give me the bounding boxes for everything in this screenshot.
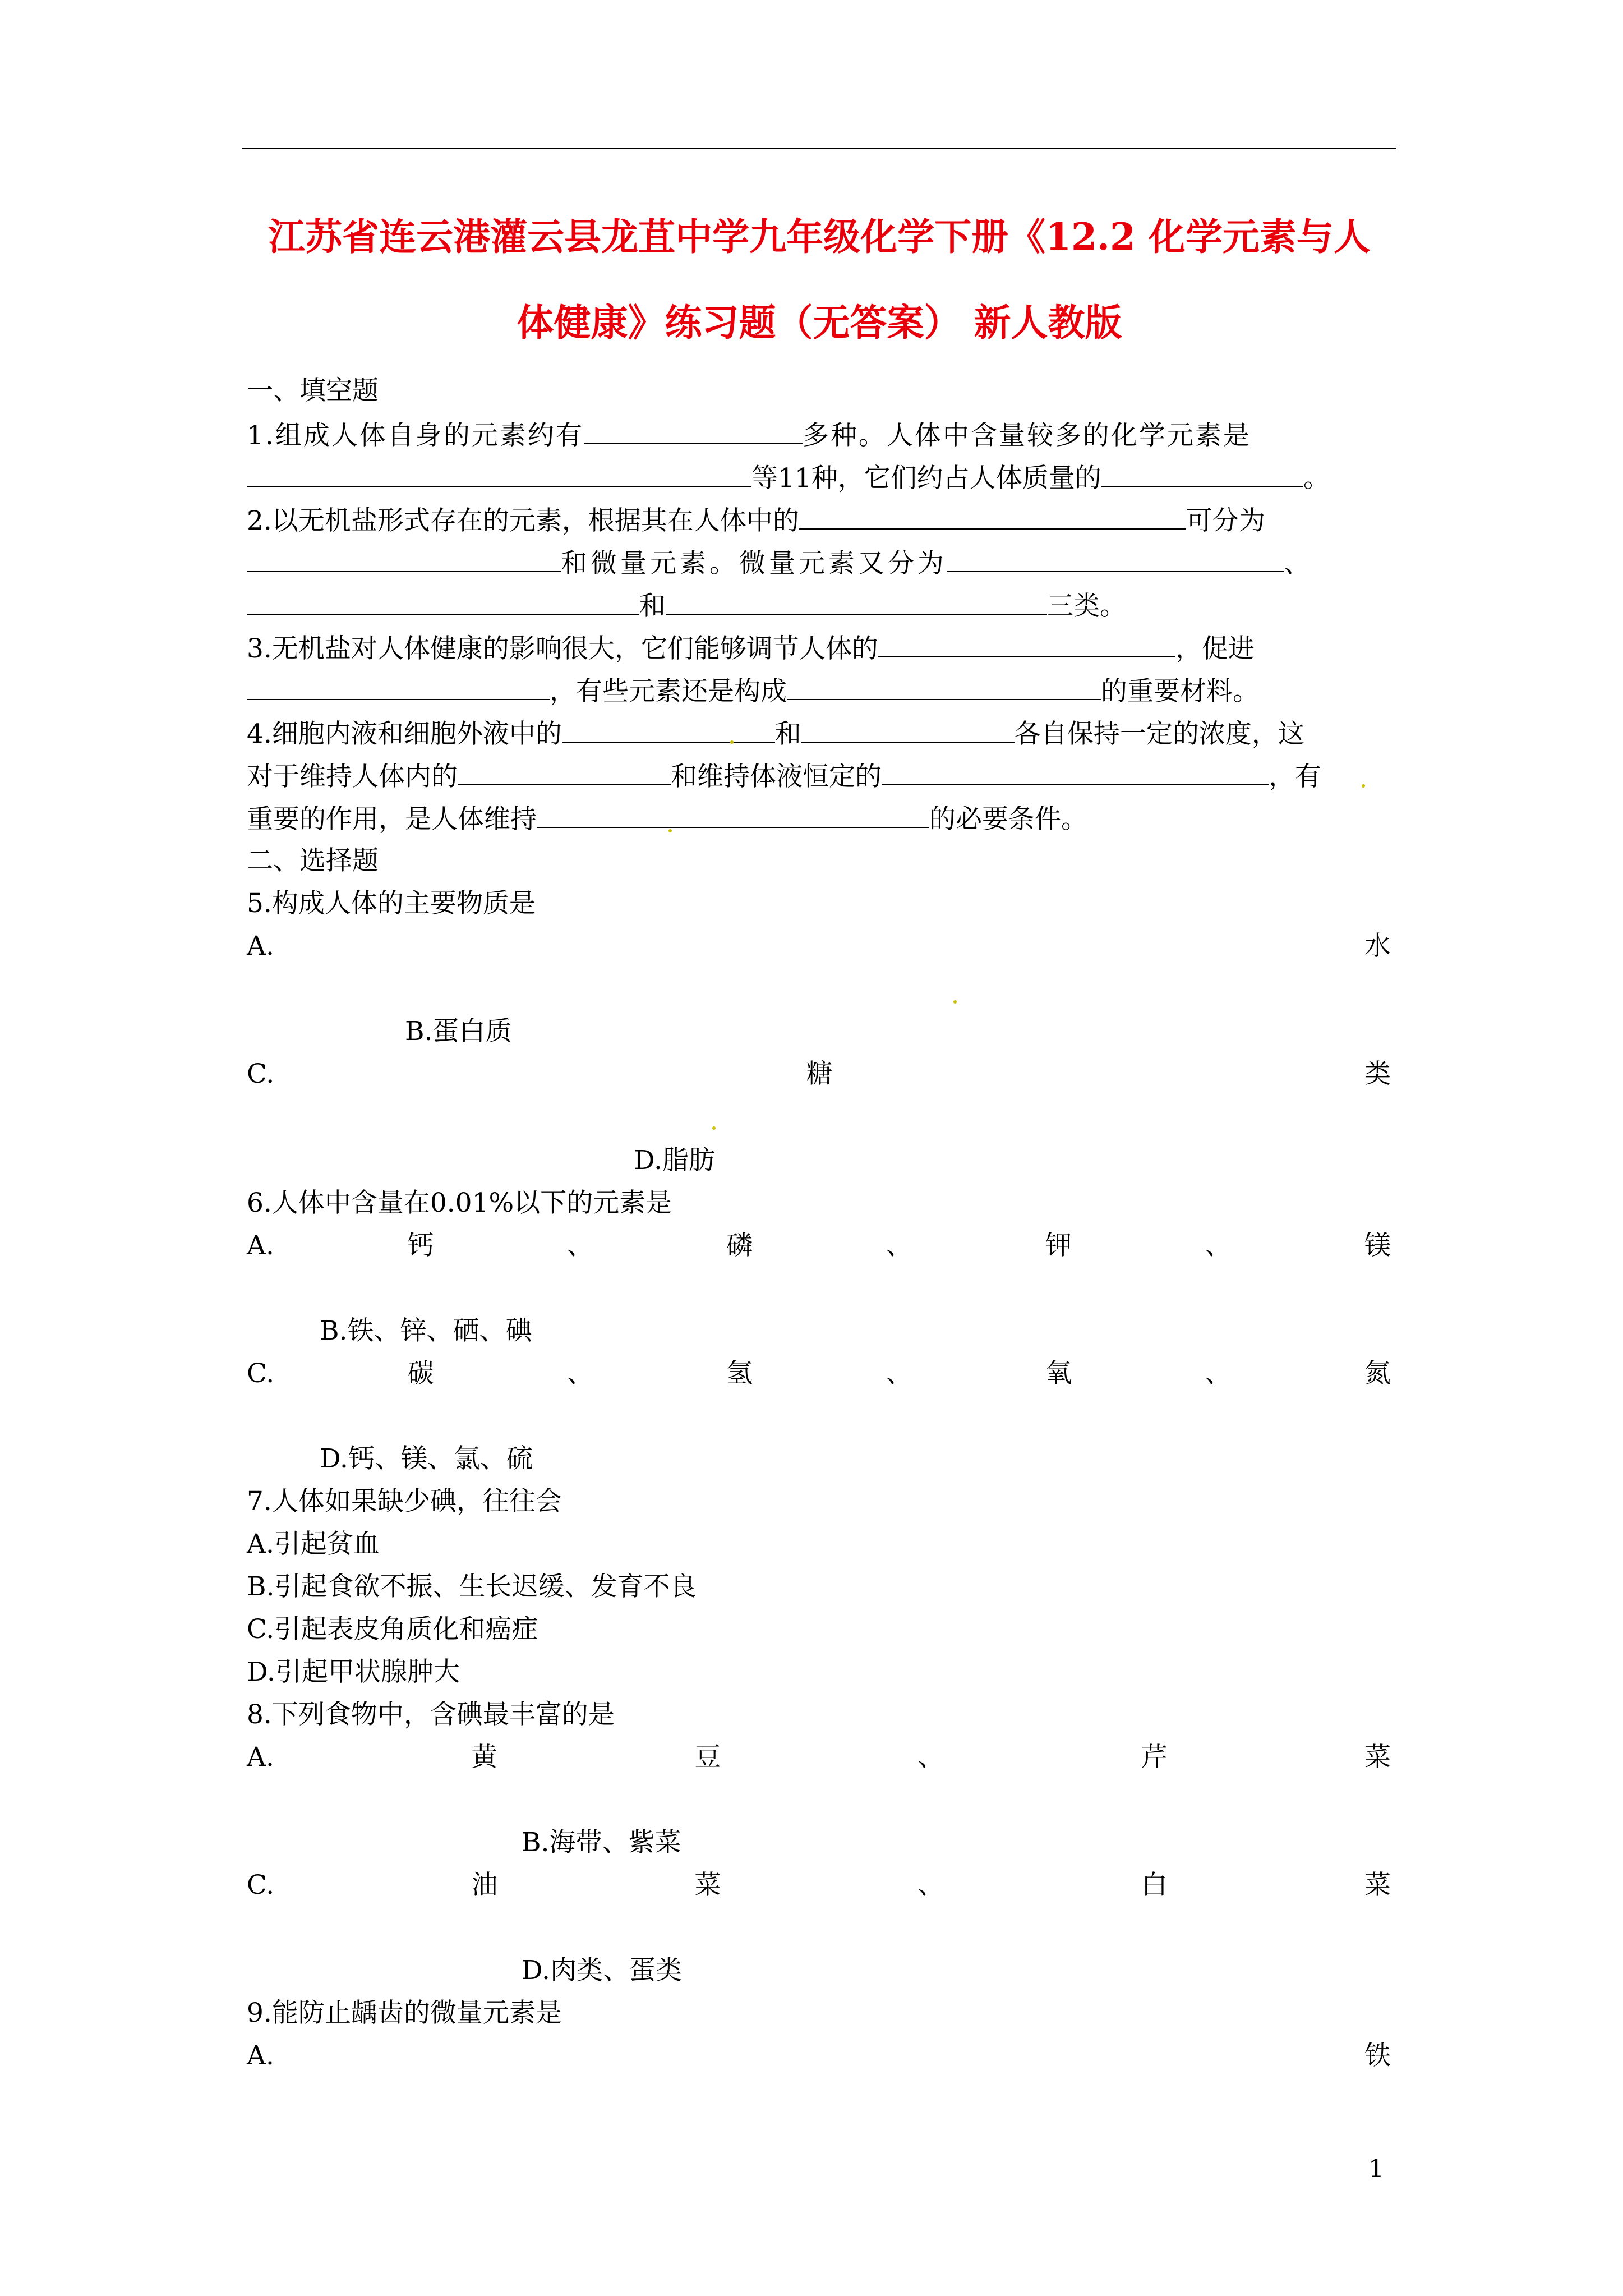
q3-blank-2 [247,674,550,700]
q2-text-c: 和微量元素。微量元素又分为 [561,548,947,579]
q8-c-4: 白 [1141,1870,1168,1901]
q2-text-e: 和 [639,591,666,622]
question-4-line-3 [247,802,1391,836]
q6-a-3: 磷 [726,1230,753,1261]
q1-text-d: 。 [1303,463,1330,494]
q1-blank-3 [1101,461,1303,487]
question-2-line-1 [247,504,1391,537]
q2-blank-2 [247,546,561,572]
q6-a-2: 、 [566,1230,593,1261]
q4-text-f: ，有 [1269,761,1321,792]
question-7-option-d: D.引起甲状腺肿大 [247,1657,460,1687]
q6-a-0: A. [247,1230,274,1261]
q4-text-d: 对于维持人体内的 [247,761,458,792]
speck-mark [712,1126,716,1130]
q6-c-4: 、 [886,1358,912,1389]
question-3-line-2 [247,674,1391,708]
q8-a-2: 豆 [694,1742,721,1773]
section-heading-choice: 二、选择题 [247,845,379,876]
q8-a-4: 芹 [1141,1742,1168,1773]
speck-mark [953,1000,957,1004]
speck-mark [730,740,734,744]
q2-blank-4 [247,589,639,615]
question-5-option-d: D.脂肪 [634,1145,715,1176]
q6-c-5: 氧 [1045,1358,1072,1389]
q5-option-a-label: A. [247,931,274,961]
q6-c-0: C. [247,1358,275,1389]
q9-option-a-text: 铁 [1364,2040,1391,2071]
q1-text-b: 多种。人体中含量较多的化学元素是 [802,420,1251,451]
question-1-line-1 [247,418,1391,452]
q1-blank-1 [584,418,803,444]
question-6-option-b: B.铁、锌、硒、碘 [320,1315,532,1346]
q8-a-1: 黄 [471,1742,498,1773]
q1-blank-2 [247,461,751,487]
q4-blank-5 [537,802,929,828]
q4-blank-4 [882,760,1269,785]
question-5-option-b: B.蛋白质 [405,1016,512,1047]
q3-text-c: ，有些元素还是构成 [550,676,787,707]
q4-text-c: 各自保持一定的浓度，这 [1014,719,1304,749]
q4-blank-1 [562,717,775,743]
q6-a-1: 钙 [407,1230,434,1261]
q8-c-3: 、 [917,1870,944,1901]
document-title-line-2: 体健康》练习题（无答案） 新人教版 [517,301,1122,344]
q8-c-1: 油 [471,1870,498,1901]
q2-text-a: 2.以无机盐形式存在的元素，根据其在人体中的 [247,505,799,536]
q8-c-2: 菜 [694,1870,721,1901]
q5-option-a-text: 水 [1364,931,1391,961]
section-heading-fill-in: 一、填空题 [247,375,379,406]
q2-text-f: 三类。 [1047,591,1126,622]
q3-blank-3 [787,674,1101,700]
question-6-stem: 6.人体中含量在0.01%以下的元素是 [247,1188,672,1218]
question-2-line-3 [247,589,1391,623]
q8-a-0: A. [247,1742,274,1773]
q6-c-7: 氮 [1364,1358,1391,1389]
q4-text-g: 重要的作用，是人体维持 [247,804,537,835]
q2-text-d: 、 [1284,548,1313,579]
question-8-option-a [247,1741,1391,1774]
question-8-option-b: B.海带、紫菜 [522,1827,681,1858]
question-7-option-b: B.引起食欲不振、生长迟缓、发育不良 [247,1571,697,1602]
q4-blank-2 [801,717,1015,743]
question-8-option-d: D.肉类、蛋类 [522,1955,682,1986]
q6-c-3: 氢 [726,1358,753,1389]
q4-text-a: 4.细胞内液和细胞外液中的 [247,719,562,749]
q8-a-5: 菜 [1364,1742,1391,1773]
q9-option-a-label: A. [247,2040,274,2071]
question-6-option-d: D.钙、镁、氯、硫 [320,1443,533,1474]
question-9-option-a [247,2040,1391,2072]
question-7-stem: 7.人体如果缺少碘，往往会 [247,1486,562,1517]
speck-mark [668,829,672,832]
q5-option-c-text-2: 类 [1364,1059,1391,1089]
q6-c-6: 、 [1205,1358,1232,1389]
document-title-line-1: 江苏省连云港灌云县龙苴中学九年级化学下册《12.2 化学元素与人 [268,215,1371,259]
q2-blank-1 [799,504,1186,530]
speck-mark [1362,784,1365,788]
header-rule [242,148,1396,149]
q4-text-e: 和维持体液恒定的 [671,761,882,792]
question-4-line-2 [247,760,1391,793]
q3-blank-1 [878,632,1175,657]
q1-text-c: 等11种，它们约占人体质量的 [751,463,1101,494]
question-5-stem: 5.构成人体的主要物质是 [247,888,536,919]
q4-text-b: 和 [774,719,801,749]
question-7-option-a: A.引起贫血 [247,1529,380,1559]
q6-c-1: 碳 [407,1358,434,1389]
question-4-line-1 [247,717,1391,751]
q6-a-4: 、 [886,1230,912,1261]
q8-a-3: 、 [917,1742,944,1773]
q2-blank-5 [666,589,1047,615]
q5-option-c-text-1: 糖 [806,1059,833,1089]
q5-option-c-label: C. [247,1059,275,1089]
q6-a-5: 钾 [1045,1230,1072,1261]
q2-blank-3 [947,546,1284,572]
q1-text-a: 1.组成人体自身的元素约有 [247,420,584,451]
page-number: 1 [1368,2155,1384,2183]
question-8-stem: 8.下列食物中，含碘最丰富的是 [247,1699,615,1730]
q4-text-h: 的必要条件。 [929,804,1087,835]
question-1-line-2 [247,461,1391,495]
q8-c-0: C. [247,1870,275,1901]
question-5-option-c [247,1058,1391,1091]
question-6-option-a [247,1230,1391,1262]
question-5-option-a [247,930,1391,963]
question-3-line-1 [247,632,1391,665]
q3-text-b: ，促进 [1175,633,1255,664]
q4-blank-3 [458,760,671,785]
question-9-stem: 9.能防止龋齿的微量元素是 [247,1998,562,2028]
q2-text-b: 可分为 [1186,505,1265,536]
q6-a-7: 镁 [1364,1230,1391,1261]
question-6-option-c [247,1358,1391,1390]
q6-c-2: 、 [567,1358,594,1389]
question-2-line-2 [247,546,1391,580]
q3-text-d: 的重要材料。 [1101,676,1259,707]
q6-a-6: 、 [1205,1230,1232,1261]
question-7-option-c: C.引起表皮角质化和癌症 [247,1614,538,1645]
q3-text-a: 3.无机盐对人体健康的影响很大，它们能够调节人体的 [247,633,878,664]
question-8-option-c [247,1869,1391,1902]
q8-c-5: 菜 [1364,1870,1391,1901]
